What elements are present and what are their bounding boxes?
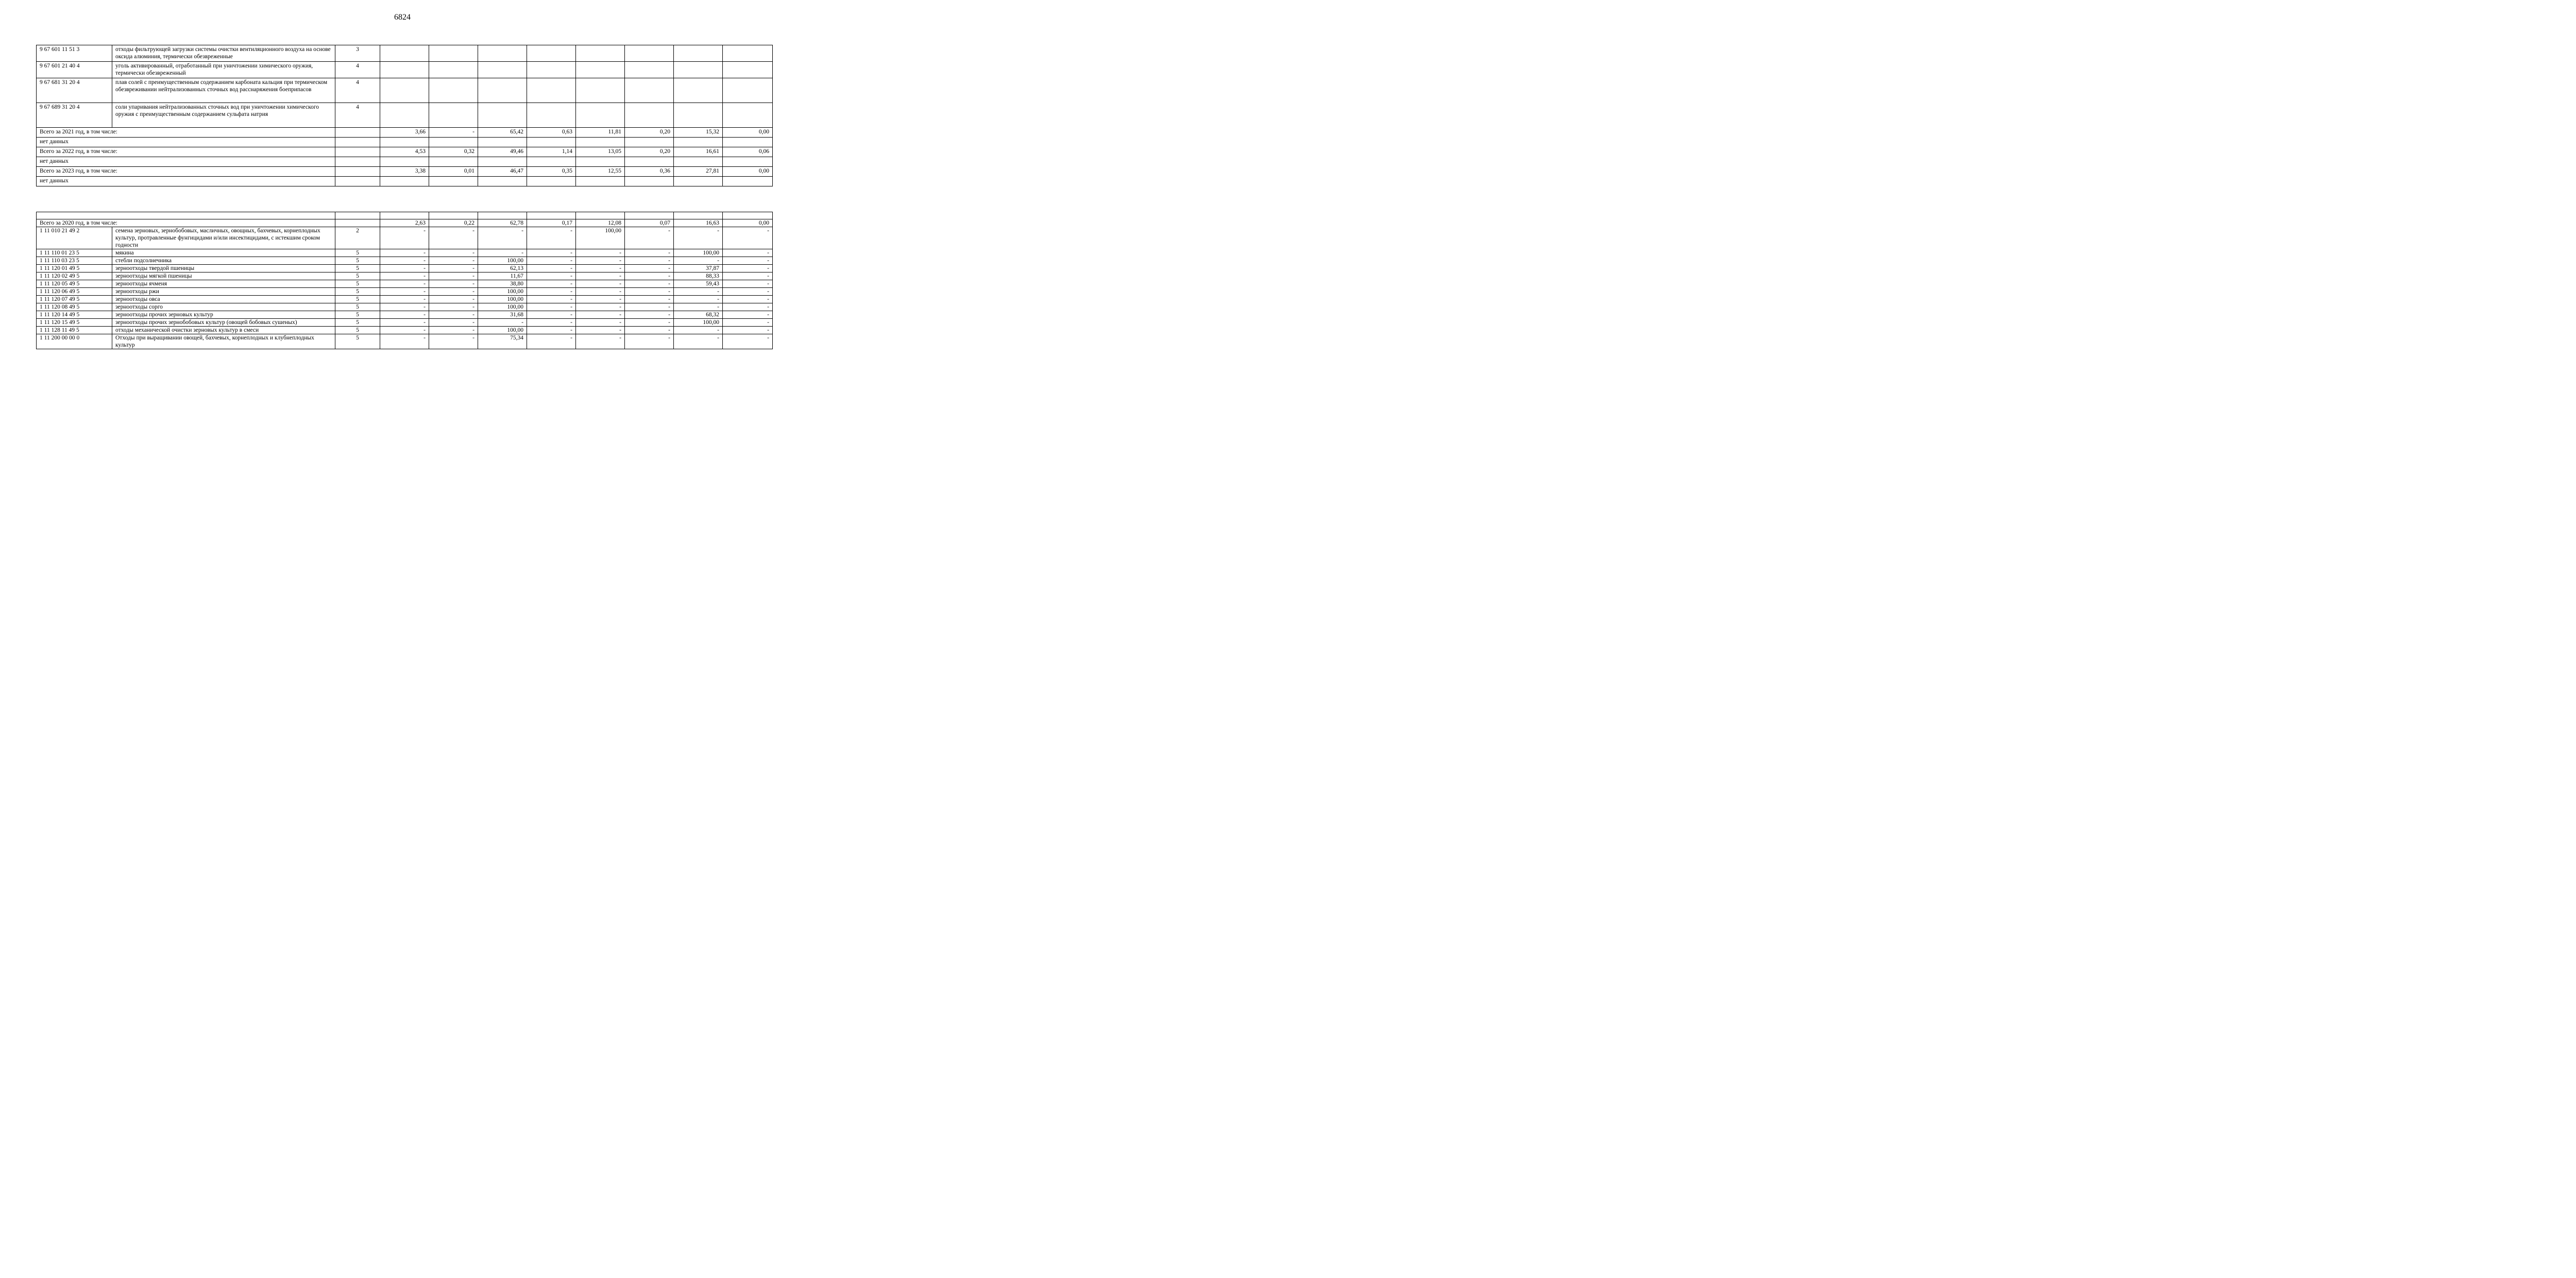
value-cell: 59,43 xyxy=(674,280,723,288)
waste-code: 9 67 601 11 51 3 xyxy=(37,45,112,62)
value-cell: 100,00 xyxy=(674,319,723,327)
value-cell: - xyxy=(380,311,429,319)
empty-cell xyxy=(576,177,625,186)
value-cell: - xyxy=(429,227,478,249)
value-cell: 11,67 xyxy=(478,272,527,280)
value-cell: 46,47 xyxy=(478,167,527,177)
value-cell: - xyxy=(625,265,674,272)
hazard-class: 5 xyxy=(335,257,380,265)
value-cell: - xyxy=(625,272,674,280)
waste-code: 1 11 120 05 49 5 xyxy=(37,280,112,288)
value-cell xyxy=(527,103,576,128)
waste-row xyxy=(37,249,773,257)
year-total-label: Всего за 2022 год, в том числе: xyxy=(37,147,335,157)
waste-name: плав солей с преимущественным содержанием карбоната кальция при термическом обезвреживании нейтрализованных сточных вод расснаряжения боеприпасов xyxy=(112,78,335,103)
empty-cell xyxy=(380,157,429,167)
value-cell: - xyxy=(429,288,478,296)
hazard-class: 4 xyxy=(335,103,380,128)
waste-name: семена зерновых, зернобобовых, масличных, овощных, бахчевых, корнеплодных культур, протравленные фунгицидами и/или инсектицидами, с истекшим сроком годности xyxy=(112,227,335,249)
value-cell: - xyxy=(723,227,773,249)
waste-code: 9 67 681 31 20 4 xyxy=(37,78,112,103)
value-cell: - xyxy=(380,227,429,249)
value-cell: - xyxy=(429,296,478,303)
value-cell xyxy=(625,62,674,78)
empty-cell xyxy=(335,212,380,219)
waste-row xyxy=(37,45,773,62)
hazard-class: 3 xyxy=(335,45,380,62)
waste-code: 1 11 120 15 49 5 xyxy=(37,319,112,327)
empty-cell xyxy=(723,157,773,167)
waste-code: 1 11 120 01 49 5 xyxy=(37,265,112,272)
year-total-row xyxy=(37,128,773,138)
value-cell: 0,32 xyxy=(429,147,478,157)
value-cell: - xyxy=(429,319,478,327)
waste-code: 9 67 689 31 20 4 xyxy=(37,103,112,128)
waste-code: 1 11 110 03 23 5 xyxy=(37,257,112,265)
empty-cell xyxy=(674,177,723,186)
value-cell: - xyxy=(625,288,674,296)
value-cell: - xyxy=(576,288,625,296)
value-cell: - xyxy=(723,272,773,280)
value-cell: - xyxy=(576,311,625,319)
page-number: 6824 xyxy=(394,13,411,22)
empty-cell xyxy=(625,212,674,219)
value-cell: - xyxy=(380,319,429,327)
waste-code: 1 11 200 00 00 0 xyxy=(37,334,112,349)
empty-cell xyxy=(380,138,429,147)
value-cell xyxy=(723,78,773,103)
value-cell: 0,35 xyxy=(527,167,576,177)
value-cell: - xyxy=(429,334,478,349)
hazard-class: 5 xyxy=(335,249,380,257)
value-cell: 2,63 xyxy=(380,219,429,227)
value-cell xyxy=(576,45,625,62)
waste-code: 1 11 120 07 49 5 xyxy=(37,296,112,303)
value-cell: 100,00 xyxy=(478,288,527,296)
value-cell xyxy=(478,45,527,62)
value-cell: - xyxy=(625,334,674,349)
value-cell: 11,81 xyxy=(576,128,625,138)
value-cell: 68,32 xyxy=(674,311,723,319)
value-cell xyxy=(674,45,723,62)
value-cell: 0,01 xyxy=(429,167,478,177)
value-cell: 65,42 xyxy=(478,128,527,138)
value-cell: 49,46 xyxy=(478,147,527,157)
value-cell: - xyxy=(380,303,429,311)
value-cell: 62,13 xyxy=(478,265,527,272)
value-cell xyxy=(478,103,527,128)
value-cell: 15,32 xyxy=(674,128,723,138)
value-cell: - xyxy=(380,327,429,334)
empty-cell xyxy=(429,177,478,186)
value-cell: 27,81 xyxy=(674,167,723,177)
value-cell: 12,08 xyxy=(576,219,625,227)
value-cell xyxy=(625,78,674,103)
value-cell xyxy=(527,62,576,78)
year-total-label: Всего за 2023 год, в том числе: xyxy=(37,167,335,177)
value-cell: - xyxy=(625,280,674,288)
waste-name: зерноотходы мягкой пшеницы xyxy=(112,272,335,280)
value-cell: - xyxy=(576,280,625,288)
value-cell: - xyxy=(674,327,723,334)
value-cell: - xyxy=(576,327,625,334)
value-cell: - xyxy=(674,257,723,265)
empty-cell xyxy=(380,212,429,219)
value-cell: - xyxy=(674,288,723,296)
value-cell: - xyxy=(576,249,625,257)
value-cell: 88,33 xyxy=(674,272,723,280)
value-cell: - xyxy=(429,257,478,265)
waste-row xyxy=(37,311,773,319)
waste-name: отходы механической очистки зерновых культур в смеси xyxy=(112,327,335,334)
hazard-class: 4 xyxy=(335,62,380,78)
no-data-label: нет данных xyxy=(37,138,335,147)
value-cell xyxy=(429,78,478,103)
value-cell: - xyxy=(429,303,478,311)
value-cell: - xyxy=(527,249,576,257)
value-cell: - xyxy=(380,265,429,272)
value-cell: 0,17 xyxy=(527,219,576,227)
value-cell: - xyxy=(527,303,576,311)
value-cell: - xyxy=(478,319,527,327)
value-cell: - xyxy=(723,265,773,272)
waste-name: зерноотходы ржи xyxy=(112,288,335,296)
value-cell xyxy=(723,45,773,62)
value-cell: - xyxy=(625,327,674,334)
value-cell: - xyxy=(625,303,674,311)
value-cell: - xyxy=(380,257,429,265)
waste-row xyxy=(37,319,773,327)
waste-row xyxy=(37,103,773,128)
value-cell xyxy=(674,62,723,78)
waste-name: зерноотходы прочих зернобобовых культур (овощей бобовых сушеных) xyxy=(112,319,335,327)
year-total-label: Всего за 2020 год, в том числе: xyxy=(37,219,335,227)
value-cell xyxy=(576,103,625,128)
value-cell: 75,34 xyxy=(478,334,527,349)
value-cell: - xyxy=(576,265,625,272)
value-cell: 3,38 xyxy=(380,167,429,177)
value-cell xyxy=(674,103,723,128)
value-cell: 3,66 xyxy=(380,128,429,138)
value-cell: 0,63 xyxy=(527,128,576,138)
value-cell: - xyxy=(674,227,723,249)
value-cell: - xyxy=(625,311,674,319)
empty-cell xyxy=(429,157,478,167)
value-cell xyxy=(380,103,429,128)
value-cell: - xyxy=(625,249,674,257)
waste-row xyxy=(37,62,773,78)
value-cell: - xyxy=(380,280,429,288)
no-data-row xyxy=(37,157,773,167)
empty-cell xyxy=(674,157,723,167)
value-cell xyxy=(625,45,674,62)
value-cell: 37,87 xyxy=(674,265,723,272)
value-cell: - xyxy=(576,334,625,349)
hazard-class xyxy=(335,128,380,138)
value-cell xyxy=(429,62,478,78)
empty-cell xyxy=(335,138,380,147)
value-cell: - xyxy=(723,257,773,265)
empty-cell xyxy=(723,212,773,219)
empty-cell xyxy=(335,177,380,186)
value-cell xyxy=(429,45,478,62)
value-cell xyxy=(478,78,527,103)
empty-cell xyxy=(478,212,527,219)
value-cell: 100,00 xyxy=(478,327,527,334)
value-cell: - xyxy=(723,288,773,296)
value-cell xyxy=(380,62,429,78)
empty-cell xyxy=(478,177,527,186)
value-cell: 62,78 xyxy=(478,219,527,227)
waste-name: стебли подсолнечника xyxy=(112,257,335,265)
waste-row xyxy=(37,303,773,311)
value-cell: - xyxy=(527,296,576,303)
hazard-class: 5 xyxy=(335,280,380,288)
value-cell: - xyxy=(380,272,429,280)
value-cell: - xyxy=(429,311,478,319)
value-cell: 0,00 xyxy=(723,128,773,138)
value-cell xyxy=(429,103,478,128)
value-cell: - xyxy=(625,296,674,303)
value-cell: - xyxy=(527,288,576,296)
no-data-row xyxy=(37,177,773,186)
value-cell: 0,00 xyxy=(723,219,773,227)
value-cell: - xyxy=(723,334,773,349)
value-cell: 0,20 xyxy=(625,147,674,157)
waste-name: зерноотходы ячменя xyxy=(112,280,335,288)
empty-cell xyxy=(478,157,527,167)
value-cell xyxy=(674,78,723,103)
waste-row xyxy=(37,288,773,296)
value-cell: - xyxy=(576,272,625,280)
value-cell: 16,61 xyxy=(674,147,723,157)
value-cell: - xyxy=(527,265,576,272)
value-cell: - xyxy=(478,249,527,257)
value-cell: - xyxy=(723,327,773,334)
value-cell: - xyxy=(576,257,625,265)
value-cell: - xyxy=(723,280,773,288)
empty-cell xyxy=(625,177,674,186)
hazard-class: 5 xyxy=(335,265,380,272)
value-cell: - xyxy=(625,227,674,249)
empty-cell xyxy=(723,138,773,147)
value-cell: 100,00 xyxy=(674,249,723,257)
waste-row xyxy=(37,334,773,349)
waste-row xyxy=(37,257,773,265)
hazard-class: 5 xyxy=(335,296,380,303)
value-cell: - xyxy=(576,303,625,311)
value-cell: - xyxy=(723,296,773,303)
waste-code: 1 11 120 08 49 5 xyxy=(37,303,112,311)
waste-row xyxy=(37,272,773,280)
waste-name: отходы фильтрующей загрузки системы очистки вентиляционного воздуха на основе оксида алюминия, термически обезвреженные xyxy=(112,45,335,62)
waste-row xyxy=(37,280,773,288)
waste-row xyxy=(37,265,773,272)
hazard-class xyxy=(335,147,380,157)
hazard-class xyxy=(335,219,380,227)
waste-name: мякина xyxy=(112,249,335,257)
hazard-class: 5 xyxy=(335,303,380,311)
value-cell: 16,63 xyxy=(674,219,723,227)
value-cell: - xyxy=(429,280,478,288)
value-cell: - xyxy=(625,319,674,327)
hazard-class: 2 xyxy=(335,227,380,249)
year-total-row xyxy=(37,219,773,227)
empty-cell xyxy=(625,138,674,147)
value-cell: - xyxy=(380,296,429,303)
value-cell: - xyxy=(527,272,576,280)
hazard-class: 5 xyxy=(335,327,380,334)
value-cell: 38,80 xyxy=(478,280,527,288)
value-cell: - xyxy=(527,280,576,288)
waste-name: уголь активированный, отработанный при уничтожении химического оружия, термически обезвреженный xyxy=(112,62,335,78)
value-cell xyxy=(625,103,674,128)
waste-code: 1 11 120 06 49 5 xyxy=(37,288,112,296)
value-cell: - xyxy=(723,303,773,311)
waste-code: 1 11 120 02 49 5 xyxy=(37,272,112,280)
waste-code: 1 11 110 01 23 5 xyxy=(37,249,112,257)
no-data-label: нет данных xyxy=(37,177,335,186)
value-cell: - xyxy=(723,311,773,319)
value-cell xyxy=(527,45,576,62)
value-cell: - xyxy=(380,288,429,296)
value-cell: - xyxy=(429,128,478,138)
waste-table-bottom xyxy=(36,212,773,349)
value-cell: 0,20 xyxy=(625,128,674,138)
value-cell: 0,22 xyxy=(429,219,478,227)
waste-code: 1 11 128 11 49 5 xyxy=(37,327,112,334)
empty-cell xyxy=(674,212,723,219)
empty-cell xyxy=(335,157,380,167)
waste-row xyxy=(37,327,773,334)
value-cell: - xyxy=(429,272,478,280)
value-cell: - xyxy=(723,249,773,257)
value-cell: - xyxy=(625,257,674,265)
waste-name: соли упаривания нейтрализованных сточных вод при уничтожении химического оружия с преимущественным содержанием сульфата натрия xyxy=(112,103,335,128)
value-cell xyxy=(527,78,576,103)
hazard-class: 5 xyxy=(335,334,380,349)
value-cell: - xyxy=(527,311,576,319)
empty-cell xyxy=(527,157,576,167)
value-cell: 4,53 xyxy=(380,147,429,157)
value-cell: 0,36 xyxy=(625,167,674,177)
value-cell: - xyxy=(674,296,723,303)
waste-name: зерноотходы прочих зерновых культур xyxy=(112,311,335,319)
empty-cell xyxy=(576,138,625,147)
value-cell xyxy=(723,103,773,128)
empty-cell xyxy=(723,177,773,186)
value-cell: 31,68 xyxy=(478,311,527,319)
empty-cell xyxy=(674,138,723,147)
value-cell: 0,00 xyxy=(723,167,773,177)
value-cell xyxy=(576,78,625,103)
value-cell: - xyxy=(429,249,478,257)
empty-cell xyxy=(527,212,576,219)
year-total-row xyxy=(37,147,773,157)
value-cell: - xyxy=(527,227,576,249)
no-data-label: нет данных xyxy=(37,157,335,167)
empty-cell xyxy=(527,177,576,186)
hazard-class: 5 xyxy=(335,311,380,319)
value-cell: - xyxy=(429,327,478,334)
value-cell: 100,00 xyxy=(576,227,625,249)
waste-code: 1 11 120 14 49 5 xyxy=(37,311,112,319)
empty-cell xyxy=(576,212,625,219)
waste-code: 1 11 010 21 49 2 xyxy=(37,227,112,249)
value-cell: 100,00 xyxy=(478,257,527,265)
waste-name: зерноотходы сорго xyxy=(112,303,335,311)
value-cell xyxy=(478,62,527,78)
hazard-class: 4 xyxy=(335,78,380,103)
value-cell: - xyxy=(674,334,723,349)
value-cell xyxy=(576,62,625,78)
value-cell: - xyxy=(576,296,625,303)
waste-name: зерноотходы твердой пшеницы xyxy=(112,265,335,272)
value-cell: - xyxy=(478,227,527,249)
waste-name: Отходы при выращивании овощей, бахчевых, корнеплодных и клубнеплодных культур xyxy=(112,334,335,349)
empty-cell xyxy=(478,138,527,147)
year-total-label: Всего за 2021 год, в том числе: xyxy=(37,128,335,138)
waste-table-top xyxy=(36,45,773,186)
value-cell: - xyxy=(380,334,429,349)
empty-header-row xyxy=(37,212,773,219)
empty-cell xyxy=(429,212,478,219)
value-cell: - xyxy=(576,319,625,327)
waste-row xyxy=(37,78,773,103)
hazard-class: 5 xyxy=(335,272,380,280)
hazard-class xyxy=(335,167,380,177)
empty-cell xyxy=(429,138,478,147)
empty-cell xyxy=(380,177,429,186)
empty-cell xyxy=(576,157,625,167)
waste-row xyxy=(37,296,773,303)
empty-cell xyxy=(37,212,335,219)
year-total-row xyxy=(37,167,773,177)
value-cell: - xyxy=(674,303,723,311)
waste-name: зерноотходы овса xyxy=(112,296,335,303)
empty-cell xyxy=(527,138,576,147)
no-data-row xyxy=(37,138,773,147)
value-cell xyxy=(380,45,429,62)
value-cell: 13,05 xyxy=(576,147,625,157)
value-cell: 0,06 xyxy=(723,147,773,157)
value-cell: 1,14 xyxy=(527,147,576,157)
value-cell: - xyxy=(527,257,576,265)
empty-cell xyxy=(625,157,674,167)
value-cell: - xyxy=(380,249,429,257)
waste-code: 9 67 601 21 40 4 xyxy=(37,62,112,78)
value-cell xyxy=(380,78,429,103)
waste-row xyxy=(37,227,773,249)
value-cell: - xyxy=(527,319,576,327)
value-cell: 100,00 xyxy=(478,296,527,303)
value-cell xyxy=(723,62,773,78)
value-cell: - xyxy=(429,265,478,272)
hazard-class: 5 xyxy=(335,288,380,296)
value-cell: - xyxy=(723,319,773,327)
value-cell: 0,07 xyxy=(625,219,674,227)
value-cell: 12,55 xyxy=(576,167,625,177)
value-cell: 100,00 xyxy=(478,303,527,311)
value-cell: - xyxy=(527,327,576,334)
hazard-class: 5 xyxy=(335,319,380,327)
value-cell: - xyxy=(527,334,576,349)
